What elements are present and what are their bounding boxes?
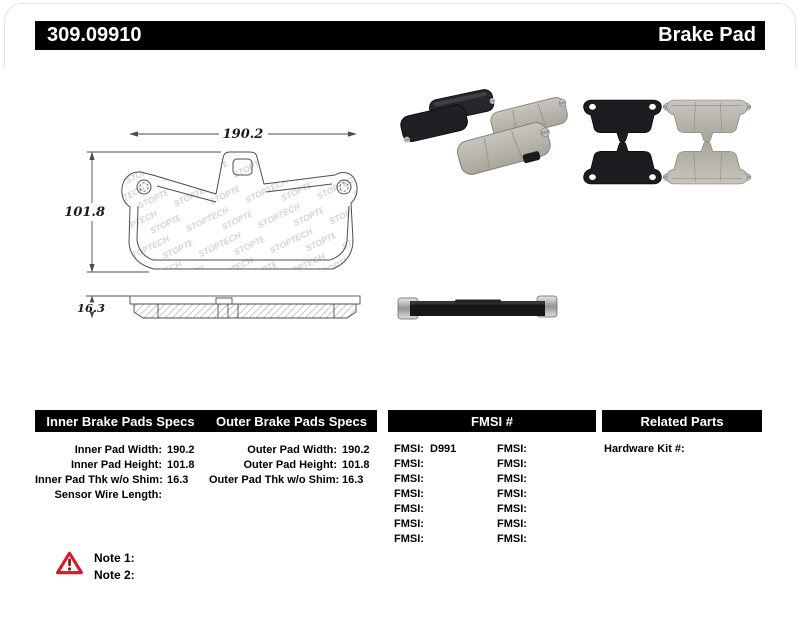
fmsi-header: FMSI # [471,413,513,429]
warning-triangle-icon [56,551,83,575]
outer-specs-header: Outer Brake Pads Specs [215,413,368,429]
fmsi-label: FMSI: [394,503,424,515]
fmsi-label: FMSI: [394,533,424,545]
fmsi-label: FMSI: [497,443,527,455]
spec-value: 16.3 [167,474,189,486]
related-parts-header-bar [602,410,762,432]
fmsi-row [394,487,533,502]
spec-value: 190.2 [167,444,195,456]
pad-front-view-drawing [122,152,357,269]
spec-label: Inner Pad Thk w/o Shim: [35,474,163,486]
page-title-bar [35,21,765,50]
spec-label: Inner Pad Width: [74,444,162,456]
fmsi-row [394,457,533,472]
fmsi-value [430,457,497,472]
spec-row [35,443,195,458]
fmsi-row [394,472,533,487]
fmsi-row [394,502,533,517]
inner-specs-table [35,443,195,503]
fmsi-label: FMSI: [394,518,424,530]
product-photo-angled [399,88,571,180]
product-photo-edge [398,296,557,319]
product-photos [390,85,770,330]
part-number: 309.09910 [47,24,142,46]
fmsi-label: FMSI: [394,488,424,500]
fmsi-label: FMSI: [497,458,527,470]
note-1: Note 1: [94,551,135,565]
related-row [604,442,685,457]
spec-row [35,488,195,503]
fmsi-row [394,532,533,547]
fmsi-value [430,517,497,532]
related-parts-header: Related Parts [640,413,724,429]
fmsi-value [430,487,497,502]
pads-specs-header-bar [35,410,377,432]
fmsi-value [430,502,497,517]
spec-row [209,443,370,458]
fmsi-label: FMSI: [394,473,424,485]
inner-specs-header: Inner Brake Pads Specs [46,413,195,429]
thickness-dim-label: 16.3 [76,301,106,315]
spec-value: 101.8 [342,459,370,471]
spec-label: Sensor Wire Length: [54,489,162,501]
note-2: Note 2: [94,568,135,582]
notes-block [94,550,135,584]
spec-value: 16.3 [342,474,364,486]
fmsi-row [394,517,533,532]
fmsi-header-bar [388,410,596,432]
spec-row [209,458,370,473]
spec-label: Outer Pad Thk w/o Shim: [209,474,340,486]
fmsi-label: FMSI: [497,518,527,530]
product-type-title: Brake Pad [658,24,756,46]
fmsi-value [430,532,497,547]
fmsi-label: FMSI: [497,473,527,485]
spec-row [35,458,195,473]
technical-drawing [55,105,395,350]
spec-label: Outer Pad Height: [243,459,337,471]
fmsi-table [394,442,533,547]
fmsi-value: D991 [430,443,457,455]
spec-row [35,473,195,488]
fmsi-label: FMSI: [394,458,424,470]
related-label: Hardware Kit #: [604,443,685,455]
fmsi-label: FMSI: [497,503,527,515]
spec-label: Inner Pad Height: [70,459,162,471]
width-dim-label: 190.2 [222,127,264,142]
fmsi-label: FMSI: [497,488,527,500]
fmsi-value [430,472,497,487]
outer-specs-table [209,443,370,488]
fmsi-label: FMSI: [394,443,424,455]
spec-value: 101.8 [167,459,195,471]
related-parts-table [604,442,685,457]
spec-value: 190.2 [342,444,370,456]
height-dim-label: 101.8 [64,205,105,220]
fmsi-label: FMSI: [497,533,527,545]
fmsi-row [394,442,533,457]
spec-row [209,473,370,488]
product-photo-flat [584,100,751,184]
spec-label: Outer Pad Width: [247,444,337,456]
pad-side-view-drawing [130,296,360,318]
